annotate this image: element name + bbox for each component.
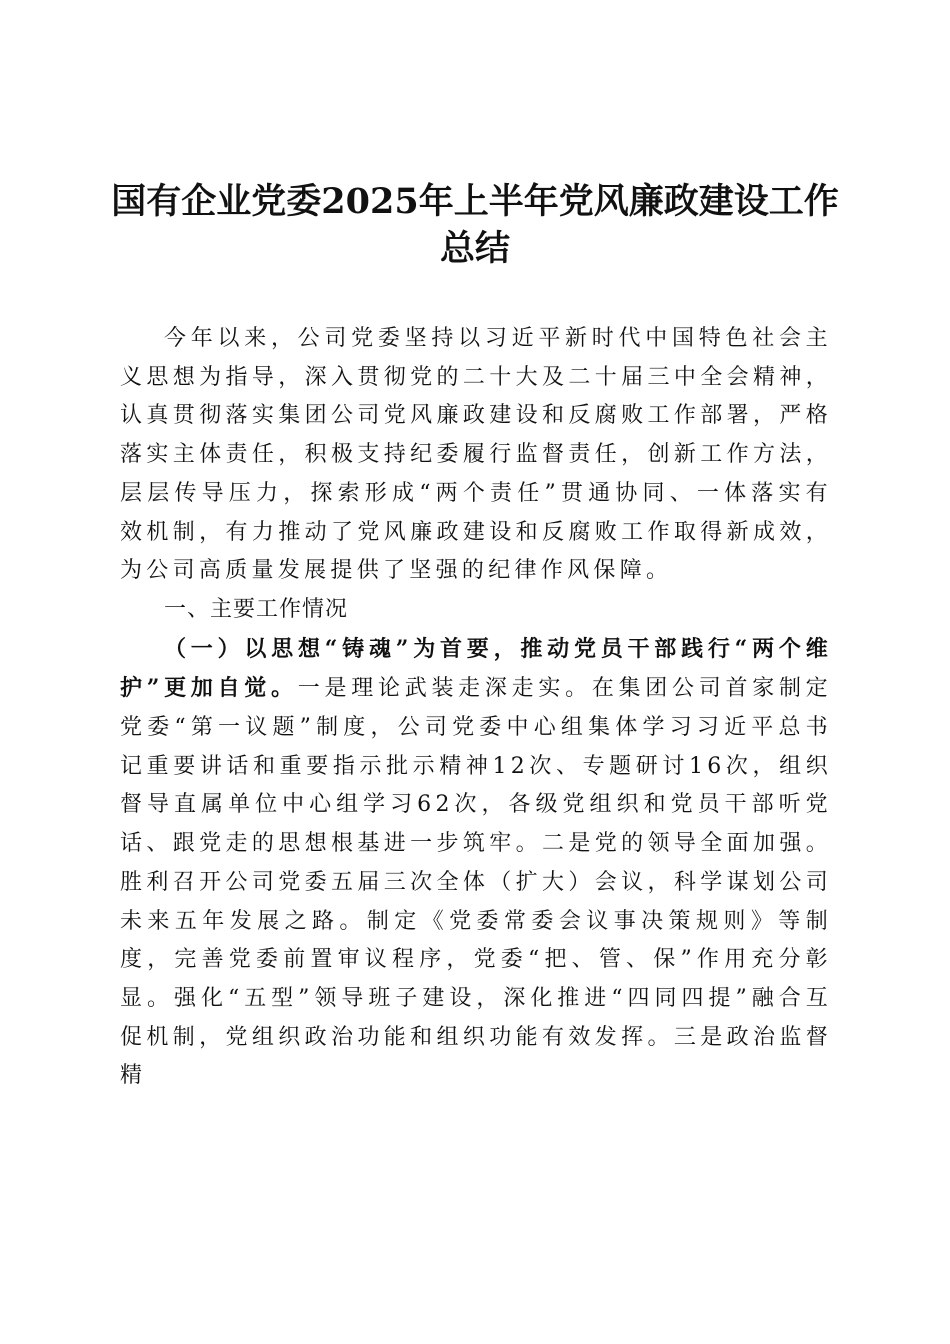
document-title: 国有企业党委2025年上半年党风廉政建设工作总结: [111, 181, 839, 269]
document-body: [120, 320, 832, 1096]
subsection-body: 一是理论武装走深走实。在集团公司首家制定党委“第一议题”制度，公司党委中心组集体学习习近平总书记重要讲话和重要指示批示精神12次、专题研讨16次，组织督导直属单位中心组学习62次，各级党组织和党员干部听党话、跟党走的思想根基进一步筑牢。二是党的领导全面加强。胜利召开公司党委五届三次全体（扩大）会议，科学谋划公司未来五年发展之路。制定《党委常委会议事决策规则》等制度，完善党委前置审议程序，党委“把、管、保”作用充分彰显。强化“五型”领导班子建设，深化推进“四同四提”融合互促机制，党组织政治功能和组织功能有效发挥。三是政治监督精: [120, 676, 832, 1089]
subsection-lead: （一）以思想“铸魂”为首要，推动党员干部践行“两个维护”更加自觉。: [120, 635, 832, 702]
intro-paragraph: 今年以来，公司党委坚持以习近平新时代中国特色社会主义思想为指导，深入贯彻党的二十大及二十届三中全会精神，认真贯彻落实集团公司党风廉政建设和反腐败工作部署，严格落实主体责任，积极支持纪委履行监督责任，创新工作方法，层层传导压力，探索形成“两个责任”贯通协同、一体落实有效机制，有力推动了党风廉政建设和反腐败工作取得新成效，为公司高质量发展提供了坚强的纪律作风保障。: [120, 326, 832, 584]
subsection-paragraph: [120, 630, 832, 1096]
section-heading-main-work: 一、主要工作情况: [164, 596, 349, 622]
